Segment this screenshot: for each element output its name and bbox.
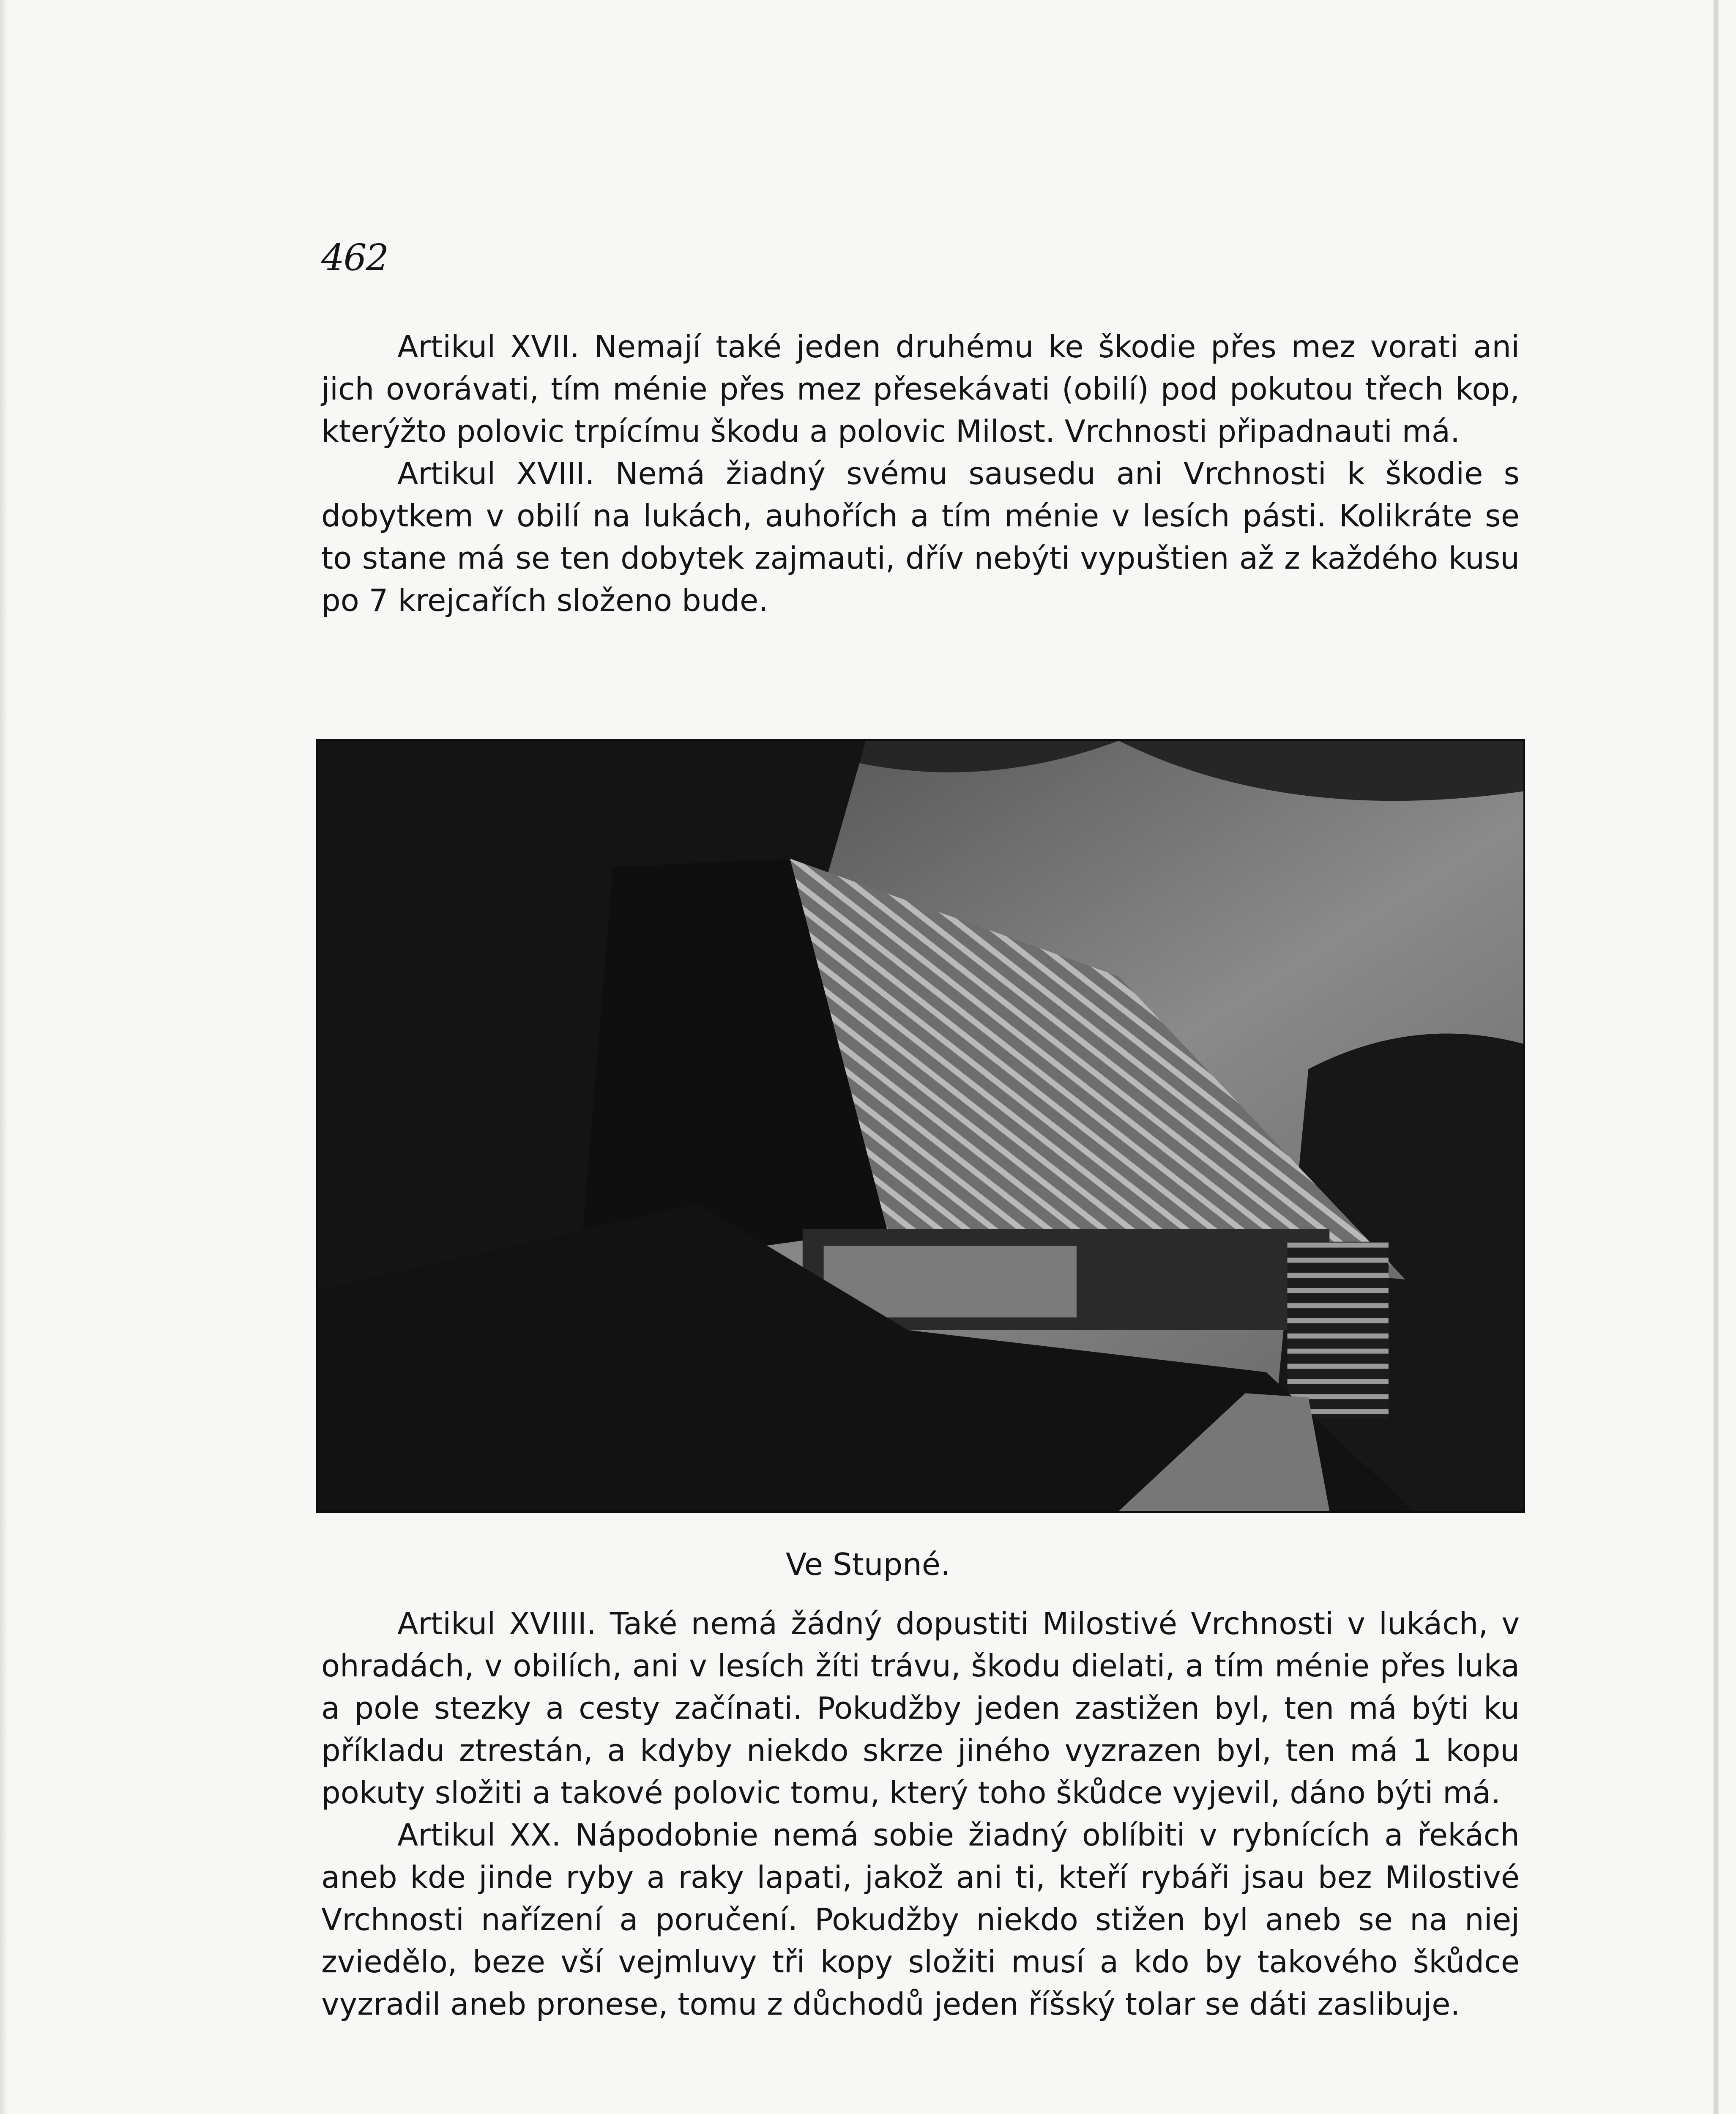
photo-illustration bbox=[318, 741, 1523, 1511]
paragraph-artikul-xviii: Artikul XVIII. Nemá žiadný svému sausedu ani Vrchnosti k škodie s dobytkem v obilí na lukách, auhořích a tím ménie v lesích pásti. Kolikráte se to stane má se ten dobytek zajmauti, dřív nebýti vypuštien až z každého kusu po 7 krejcařích složeno bude. bbox=[321, 456, 1520, 618]
photo-caption: Ve Stupné. bbox=[786, 1547, 950, 1582]
photo-farmhouse bbox=[316, 739, 1525, 1513]
bottom-text-block bbox=[321, 1602, 1520, 2025]
page-edge-left bbox=[0, 0, 8, 2114]
paragraph-artikul-xvii: Artikul XVII. Nemají také jeden druhému ke škodie přes mez vorati ani jich ovorávati, tím ménie přes mez přesekávati (obilí) pod pokutou třech kop, kterýžto polovic trpícímu škodu a polovic Milost. Vrchnosti připadnauti má. bbox=[321, 329, 1520, 449]
paragraph-artikul-xviiii: Artikul XVIIII. Také nemá žádný dopustiti Milostivé Vrchnosti v lukách, v ohradách, v obilích, ani v lesích žíti trávu, škodu dielati, a tím ménie přes luka a pole stezky a cesty začínati. Pokudžby jeden zastižen byl, ten má býti ku příkladu ztrestán, a kdyby niekdo skrze jiného vyzrazen byl, ten má 1 kopu pokuty složiti a takové polovic tomu, který toho škůdce vyjevil, dáno býti má. bbox=[321, 1606, 1520, 1810]
top-text-block bbox=[321, 326, 1520, 622]
page-number: 462 bbox=[321, 237, 388, 279]
slatted-shed bbox=[1288, 1242, 1389, 1418]
paragraph-artikul-xx: Artikul XX. Nápodobnie nemá sobie žiadný oblíbiti v rybnících a řekách aneb kde jinde ryby a raky lapati, jakož ani ti, kteří rybáři jsau bez Milostivé Vrchnosti nařízení a poručení. Pokudžby niekdo stižen byl aneb se na niej zviedělo, beze vší vejmluvy tři kopy složiti musí a kdo by takového škůdce vyzradil aneb pronese, tomu z důchodů jeden říšský tolar se dáti zaslibuje. bbox=[321, 1817, 1520, 2022]
page-edge-right bbox=[1713, 0, 1719, 2114]
